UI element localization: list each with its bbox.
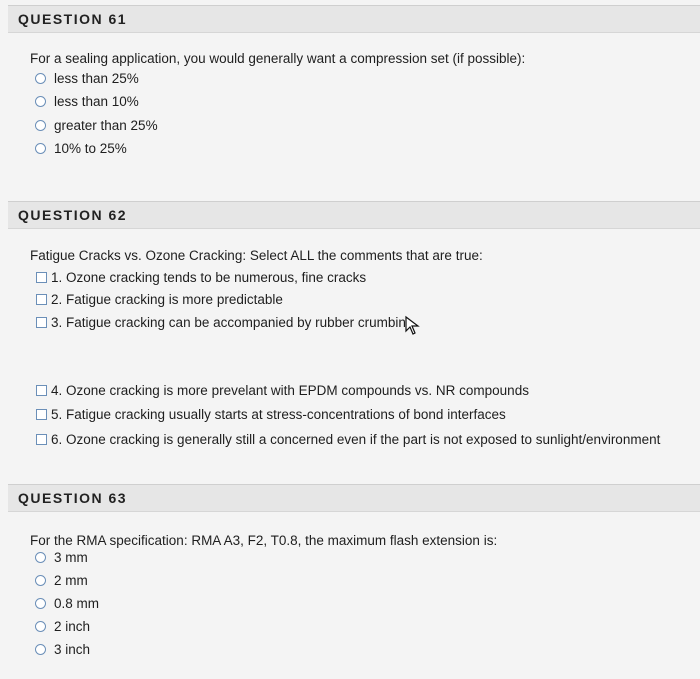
radio-button[interactable] [35, 73, 46, 84]
radio-button[interactable] [35, 96, 46, 107]
q62-option-6[interactable] [36, 432, 660, 447]
question-61-header [8, 5, 700, 33]
checkbox[interactable] [36, 409, 47, 420]
q63-option-2-label: 2 mm [54, 573, 88, 588]
q61-option-3-label: greater than 25% [54, 118, 158, 133]
q61-option-3[interactable] [35, 118, 158, 133]
checkbox[interactable] [36, 385, 47, 396]
mouse-cursor-icon [404, 315, 426, 337]
radio-button[interactable] [35, 552, 46, 563]
q62-option-2[interactable] [36, 292, 283, 307]
radio-button[interactable] [35, 621, 46, 632]
checkbox[interactable] [36, 434, 47, 445]
checkbox[interactable] [36, 317, 47, 328]
question-61-prompt: For a sealing application, you would generally want a compression set (if possible): [30, 51, 526, 66]
q61-option-4-label: 10% to 25% [54, 141, 127, 156]
q62-option-1-label: 1. Ozone cracking tends to be numerous, fine cracks [51, 270, 367, 285]
q62-option-5[interactable] [36, 407, 506, 422]
q63-option-2[interactable] [35, 573, 88, 588]
radio-button[interactable] [35, 120, 46, 131]
q61-option-1[interactable] [35, 71, 139, 86]
q61-option-4[interactable] [35, 141, 127, 156]
q62-option-3-label: 3. Fatigue cracking can be accompanied by rubber crumbin [51, 315, 406, 330]
q61-option-2-label: less than 10% [54, 94, 139, 109]
radio-button[interactable] [35, 575, 46, 586]
question-63-header [8, 484, 700, 512]
question-63-title: QUESTION 63 [18, 490, 128, 506]
radio-button[interactable] [35, 598, 46, 609]
q63-option-4[interactable] [35, 619, 90, 634]
q62-option-5-label: 5. Fatigue cracking usually starts at stress-concentrations of bond interfaces [51, 407, 506, 422]
radio-button[interactable] [35, 644, 46, 655]
checkbox[interactable] [36, 272, 47, 283]
question-61-title: QUESTION 61 [18, 11, 128, 27]
radio-button[interactable] [35, 143, 46, 154]
q63-option-1[interactable] [35, 550, 88, 565]
q62-option-4-label: 4. Ozone cracking is more prevelant with EPDM compounds vs. NR compounds [51, 383, 529, 398]
q62-option-6-label: 6. Ozone cracking is generally still a concerned even if the part is not exposed to sunlight/environment [51, 432, 661, 447]
q63-option-5-label: 3 inch [54, 642, 91, 657]
q62-option-4[interactable] [36, 383, 529, 398]
question-62-header [8, 201, 700, 229]
q62-option-1[interactable] [36, 270, 366, 285]
question-63-prompt: For the RMA specification: RMA A3, F2, T0.8, the maximum flash extension is: [30, 533, 498, 548]
q63-option-4-label: 2 inch [54, 619, 91, 634]
q61-option-2[interactable] [35, 94, 139, 109]
q62-option-3[interactable] [36, 315, 406, 330]
checkbox[interactable] [36, 294, 47, 305]
q61-option-1-label: less than 25% [54, 71, 139, 86]
question-62-prompt: Fatigue Cracks vs. Ozone Cracking: Select ALL the comments that are true: [30, 248, 483, 263]
q63-option-3[interactable] [35, 596, 99, 611]
q63-option-3-label: 0.8 mm [54, 596, 100, 611]
q63-option-5[interactable] [35, 642, 90, 657]
q62-option-2-label: 2. Fatigue cracking is more predictable [51, 292, 283, 307]
q63-option-1-label: 3 mm [54, 550, 88, 565]
question-62-title: QUESTION 62 [18, 207, 128, 223]
